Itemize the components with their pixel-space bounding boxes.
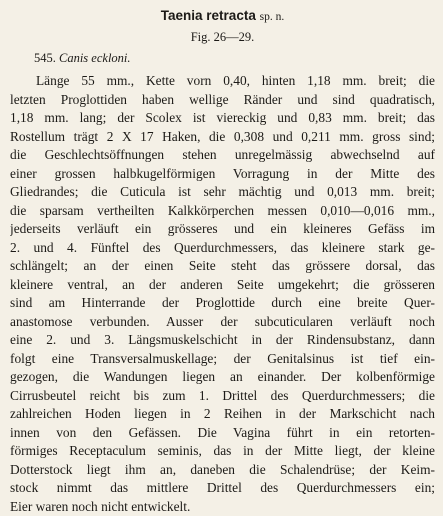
text-line: folgt eine Transversalmuskellage; der Genitalsinus ist tief ein- [10,350,435,369]
text-line: 2. und 4. Fünftel des Querdurchmessers, das kleinere stark ge- [10,239,435,258]
text-line: Länge 55 mm., Kette vorn 0,40, hinten 1,18 mm. breit; die [10,72,435,91]
text-line: jederseits verläuft ein grösseres und ein kleineres Gefäss im [10,220,435,239]
text-line: Dotterstock liegt ihm an, daneben die Schalendrüse; der Keim- [10,461,435,480]
text-line: sind am Hinterrande der Proglottide durch eine breite Quer- [10,294,435,313]
text-line: die Geschlechtsöffnungen stehen unregelmässig abwechselnd auf [10,146,435,165]
text-line: förmiges Receptaculum seminis, das in der Mitte liegt, der kleine [10,442,435,461]
text-line: letzten Proglottiden haben wellige Ränder und sind quadratisch, [10,91,435,110]
host-entry [34,51,435,65]
text-line: gezogen, die Wandungen liegen an einander. Der kolbenförmige [10,368,435,387]
figure-reference: Fig. 26—29. [10,30,435,44]
text-line: Rostellum trägt 2 X 17 Haken, die 0,308 und 0,211 mm. gross sind; [10,128,435,147]
species-suffix: sp. n. [260,11,285,23]
text-line: Cirrusbeutel reicht bis zum 1. Drittel des Querdurchmessers; die [10,387,435,406]
text-line: einer grossen halbkugelförmigen Vorragung in der Mitte des [10,165,435,184]
text-line: 1,18 mm. lang; der Scolex ist viereckig und 0,83 mm. breit; das [10,109,435,128]
text-line: stock nimmt das mittlere Drittel des Querdurchmessers ein; [10,479,435,498]
species-title [10,8,435,24]
text-line: innen von den Gefässen. Die Vagina führt in ein retorten- [10,424,435,443]
description-paragraph [10,72,435,516]
text-line: schlängelt; an der einen Seite steht das grössere dorsal, das [10,257,435,276]
text-line: Gliedrandes; die Cuticula ist sehr mächtig und 0,013 mm. breit; [10,183,435,202]
text-line: die sparsam vertheilten Kalkkörperchen messen 0,010—0,016 mm., [10,202,435,221]
host-number: 545. [34,51,56,65]
species-name: Taenia retracta [161,8,256,23]
text-line: kleinere ventral, an der anderen Seite umgekehrt; die grösseren [10,276,435,295]
host-name: Canis eckloni. [59,51,131,65]
text-line: eine 2. und 3. Längsmuskelschicht in der Rindensubstanz, dann [10,331,435,350]
text-line: anastomose verbunden. Ausser der subcuticularen verläuft noch [10,313,435,332]
text-line: zahlreichen Hoden liegen in 2 Reihen in der Markschicht nach [10,405,435,424]
text-line: Eier waren noch nicht entwickelt. [10,498,435,516]
